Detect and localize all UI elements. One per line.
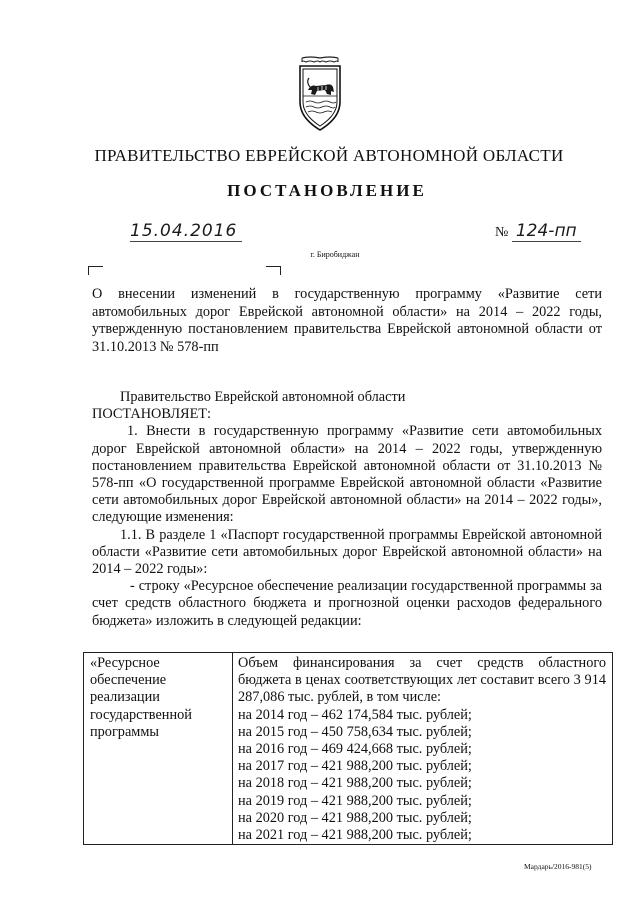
item-1-1: 1.1. В разделе 1 «Паспорт государственной программы Еврейской автономной области «Развитие сети автомобильных дорог Еврейской автономной области» на 2014 – 2022 годы»:	[92, 526, 602, 578]
resource-value-cell	[233, 653, 613, 845]
city-label: г. Биробиджан	[310, 250, 360, 259]
government-title: ПРАВИТЕЛЬСТВО ЕВРЕЙСКОЙ АВТОНОМНОЙ ОБЛАСТИ	[94, 146, 564, 165]
item-1-1-dash: - строку «Ресурсное обеспечение реализации государственной программы за счет средств областного бюджета и прогнозной оценки расходов федерального бюджета» изложить в следующей редакции:	[92, 578, 602, 629]
year-line: на 2014 год – 462 174,584 тыс. рублей;	[238, 706, 472, 723]
year-line: на 2021 год – 421 988,200 тыс. рублей;	[238, 827, 472, 844]
decree-date: 15.04.2016	[130, 221, 242, 242]
label-line: государственной	[90, 706, 192, 723]
decree-body	[92, 389, 602, 630]
decree-subject: О внесении изменений в государственную программу «Развитие сети автомобильных дорог Еврейской автономной области» на 2014 – 2022 годы, утвержденную постановлением правительства Еврейской автономной области от 31.10.2013 № 578-пп	[92, 286, 602, 355]
coat-of-arms-emblem	[296, 56, 344, 134]
table-row	[84, 653, 613, 845]
label-line: «Ресурсное	[90, 655, 160, 671]
label-line: обеспечение	[90, 672, 167, 689]
subject-corner-left	[88, 266, 103, 275]
intro-line: Правительство Еврейской автономной области	[120, 389, 406, 405]
decree-number-block	[495, 221, 581, 241]
year-line: на 2019 год – 421 988,200 тыс. рублей;	[238, 792, 472, 809]
year-line: на 2018 год – 421 988,200 тыс. рублей;	[238, 775, 472, 792]
resource-label-cell	[84, 653, 233, 845]
resolves-line: ПОСТАНОВЛЯЕТ:	[92, 406, 212, 423]
year-line: на 2016 год – 469 424,668 тыс. рублей;	[238, 741, 472, 758]
resource-table	[83, 652, 613, 845]
subject-corner-right	[266, 266, 281, 275]
year-line: на 2020 год – 421 988,200 тыс. рублей;	[238, 809, 472, 826]
year-line: на 2017 год – 421 988,200 тыс. рублей;	[238, 758, 472, 775]
label-line: реализации	[90, 689, 160, 706]
funding-intro: Объем финансирования за счет средств областного бюджета в ценах соответствующих лет составит всего 3 914 287,086 тыс. рублей, в том числе:	[238, 655, 606, 706]
year-line: на 2015 год – 450 758,634 тыс. рублей;	[238, 723, 472, 740]
decree-number: 124-пп	[512, 221, 581, 242]
number-label: №	[495, 225, 509, 240]
document-type-title: ПОСТАНОВЛЕНИЕ	[227, 181, 427, 200]
label-line: программы	[90, 723, 160, 740]
footer-code: Мардарь/2016-981(5)	[524, 862, 592, 871]
item-1: 1. Внести в государственную программу «Развитие сети автомобильных дорог Еврейской автономной области» на 2014 – 2022 годы, утвержденную постановлением правительства Еврейской автономной области от 31.10.2013 № 578-пп «О государственной программе Еврейской автономной области «Развитие сети автомобильных дорог Еврейской автономной области» на 2014 – 2022 годы», следующие изменения:	[92, 423, 602, 526]
